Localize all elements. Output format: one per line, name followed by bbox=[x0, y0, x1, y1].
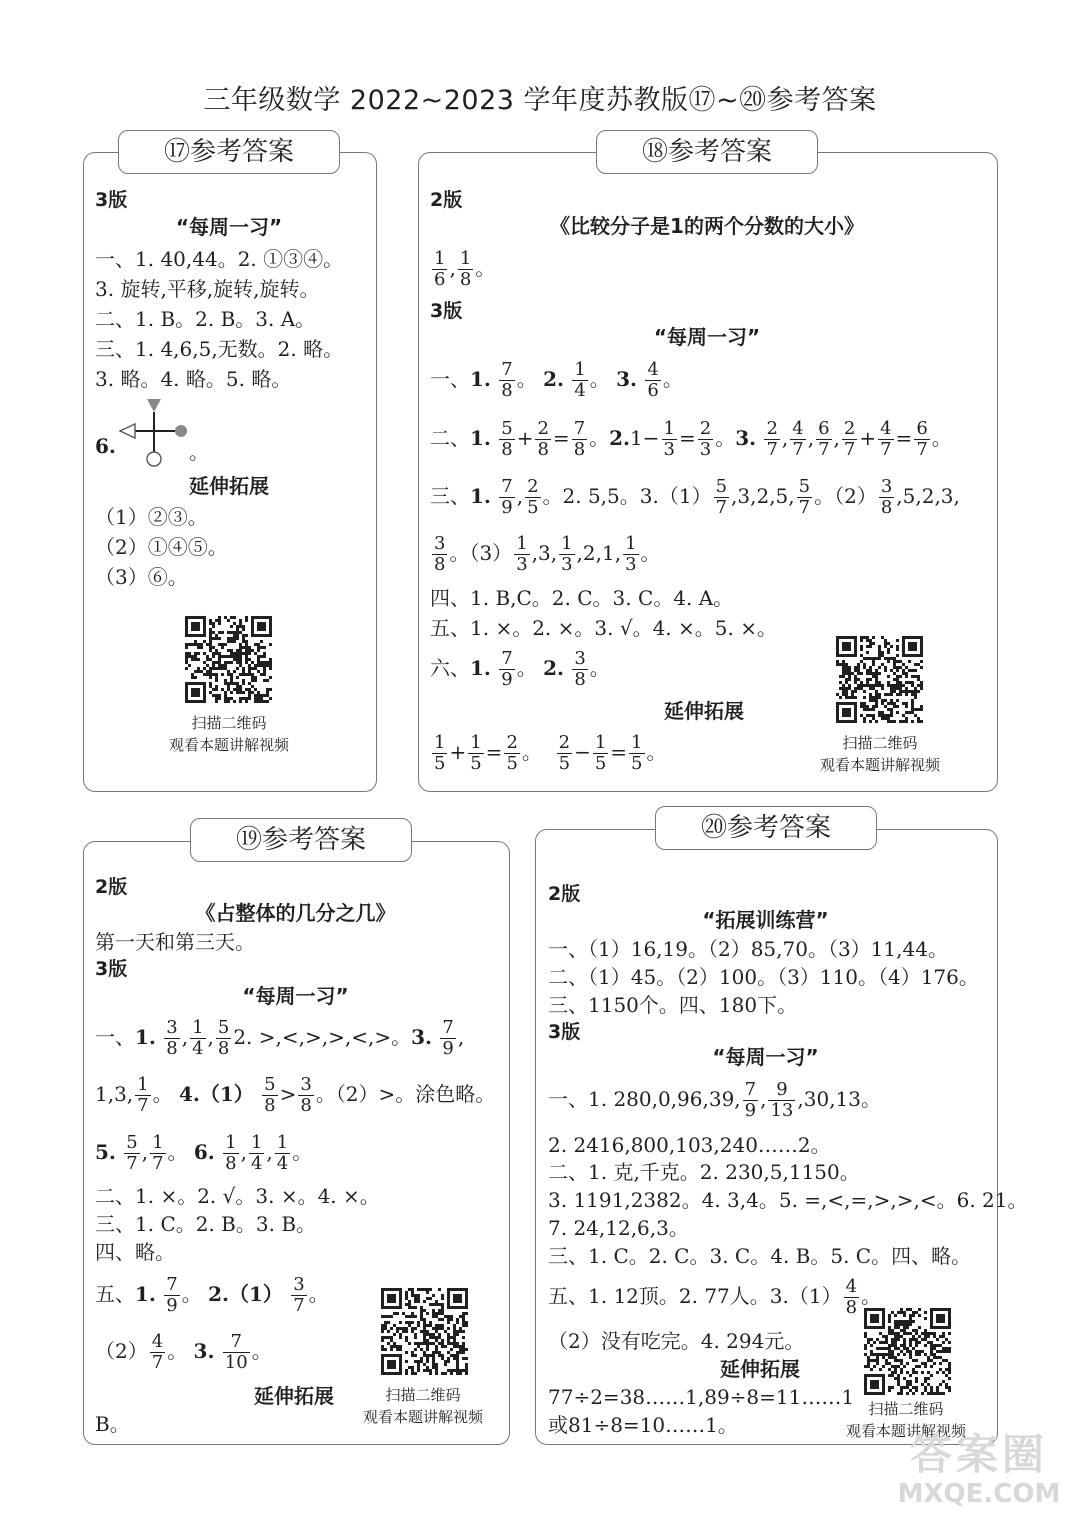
answer-line: 二、（1）45。（2）100。（3）110。（4）176。 bbox=[548, 965, 979, 989]
answer-line: $\frac{1}{6}$ , $\frac{1}{8}$ 。 bbox=[434, 248, 496, 290]
answer-line: 1,3, $\frac{1}{7}$ 。 4.（1） $\frac{5}{8}$ > $\frac{3}{8}$ 。（2）>。涂色略。 bbox=[95, 1074, 496, 1116]
fraction: $\frac{1}{3}$ bbox=[663, 418, 675, 460]
answer-line: 三、1150个。四、180下。 bbox=[548, 993, 798, 1017]
section-heading: “每周一习” bbox=[653, 325, 761, 349]
fraction: $\frac{7}{9}$ bbox=[166, 1274, 178, 1316]
qr-code[interactable] bbox=[381, 1288, 468, 1375]
fraction: $\frac{1}{4}$ bbox=[192, 1017, 204, 1059]
answer-line: 五、1. $\frac{7}{9}$ 。 2.（1） $\frac{3}{7}$ 。 bbox=[95, 1274, 329, 1316]
version-label: 2版 bbox=[95, 876, 128, 898]
section-heading: “拓展训练营” bbox=[702, 908, 829, 932]
fraction: $\frac{6}{7}$ bbox=[916, 418, 928, 460]
fraction: $\frac{3}{8}$ bbox=[434, 533, 446, 575]
fraction: $\frac{3}{7}$ bbox=[293, 1274, 305, 1316]
direction-diagram bbox=[117, 398, 197, 468]
answer-line: 二、1. B。2. B。3. A。 bbox=[95, 307, 316, 331]
answer-line: 一、1. $\frac{7}{8}$ 。 2. $\frac{1}{4}$ 。 3. $\frac{4}{6}$ 。 bbox=[430, 359, 683, 401]
fraction: $\frac{4}{6}$ bbox=[647, 359, 659, 401]
qr-caption: 扫描二维码 观看本题讲解视频 bbox=[168, 714, 289, 754]
fraction: $\frac{1}{4}$ bbox=[276, 1132, 289, 1174]
answer-line: 二、1. 克,千克。2. 230,5,1150。 bbox=[548, 1160, 860, 1184]
fraction: $\frac{2}{5}$ bbox=[506, 732, 518, 774]
fraction: $\frac{7}{9}$ bbox=[442, 1017, 454, 1059]
answer-line bbox=[95, 432, 116, 460]
fraction: $\frac{7}{9}$ bbox=[501, 476, 513, 518]
page-title: 三年级数学 2022~2023 学年度苏教版⑰~⑳参考答案 bbox=[203, 85, 877, 116]
qr-code[interactable] bbox=[185, 616, 272, 703]
fraction: $\frac{1}{5}$ bbox=[470, 732, 482, 774]
fraction: $\frac{2}{7}$ bbox=[843, 418, 856, 460]
version-label: 2版 bbox=[430, 189, 463, 211]
version-label: 3版 bbox=[95, 189, 128, 211]
fraction: $\frac{1}{8}$ bbox=[459, 248, 472, 290]
fraction: $\frac{2}{5}$ bbox=[527, 476, 539, 518]
fraction: $\frac{3}{8}$ bbox=[880, 476, 893, 518]
version-label: 3版 bbox=[95, 958, 128, 980]
fraction: $\frac{1}{4}$ bbox=[574, 359, 586, 401]
extension-heading: 延伸拓展 bbox=[254, 1384, 334, 1408]
panel-20-tab: ⑳参考答案 bbox=[655, 806, 877, 850]
fraction: $\frac{1}{7}$ bbox=[137, 1074, 149, 1116]
answer-line: 二、1. $\frac{5}{8}$ + $\frac{2}{8}$ = $\frac{7}{8}$ 。2.1− $\frac{1}{3}$ = $\frac{2}{3}$ 。3. $\frac{2}{7}$ , $\frac{4}{7}$ , $\frac{6}{7}$ , $\frac{2}{7}$ + $\frac{4}{7}$ = $\frac{6}{7}$ 。 bbox=[430, 418, 952, 460]
fraction: $\frac{5}{7}$ bbox=[715, 476, 728, 518]
fraction: $\frac{1}{7}$ bbox=[152, 1132, 164, 1174]
qr-code[interactable] bbox=[836, 636, 923, 723]
fraction: $\frac{5}{7}$ bbox=[798, 476, 811, 518]
answer-line: 三、1. C。2. C。3. C。4. B。5. C。四、略。 bbox=[548, 1244, 972, 1268]
answer-line: 六、1. $\frac{7}{9}$ 。 2. $\frac{3}{8}$ 。 bbox=[430, 648, 610, 690]
section-heading: “每周一习” bbox=[175, 215, 283, 239]
panel-18-tab: ⑱参考答案 bbox=[596, 130, 818, 174]
fraction: $\frac{9}{13}$ bbox=[770, 1079, 794, 1121]
site-watermark: 答案圈 MXQE.COM bbox=[897, 1430, 1061, 1509]
fraction: $\frac{5}{7}$ bbox=[126, 1132, 138, 1174]
fraction: $\frac{3}{8}$ bbox=[300, 1074, 312, 1116]
answer-line: 一、（1）16,19。（2）85,70。（3）11,44。 bbox=[548, 937, 948, 961]
answer-line: 四、略。 bbox=[95, 1240, 175, 1264]
extension-heading: 延伸拓展 bbox=[189, 474, 269, 498]
fraction: $\frac{7}{8}$ bbox=[573, 418, 586, 460]
fraction: $\frac{1}{3}$ bbox=[516, 533, 528, 575]
fraction: $\frac{1}{6}$ bbox=[434, 248, 446, 290]
fraction: $\frac{1}{8}$ bbox=[225, 1132, 237, 1174]
fraction: $\frac{3}{8}$ bbox=[166, 1017, 178, 1059]
answer-line: 2. 2416,800,103,240……2。 bbox=[548, 1133, 831, 1157]
section-heading: “每周一习” bbox=[712, 1045, 819, 1069]
answer-line: 一、1. 280,0,96,39, $\frac{7}{9}$ , $\frac{9}{13}$ ,30,13。 bbox=[548, 1079, 882, 1121]
fraction: $\frac{5}{8}$ bbox=[501, 418, 513, 460]
answer-line: 7. 24,12,6,3。 bbox=[548, 1216, 689, 1240]
answer-line: 3. 旋转,平移,旋转,旋转。 bbox=[95, 277, 320, 301]
answer-line: 一、1. $\frac{3}{8}$ , $\frac{1}{4}$ , $\frac{5}{8}$ 2. >,<,>,>,<,>。3. $\frac{7}{9}$ , bbox=[95, 1017, 465, 1059]
answer-line: 一、1. 40,44。2. ①③④。 bbox=[95, 247, 344, 271]
fraction: $\frac{7}{9}$ bbox=[744, 1079, 757, 1121]
answer-line: 四、1. B,C。2. C。3. C。4. A。 bbox=[430, 586, 734, 610]
answer-line: 二、1. ×。2. √。3. ×。4. ×。 bbox=[95, 1184, 380, 1208]
fraction: $\frac{1}{3}$ bbox=[625, 533, 637, 575]
qr-caption: 扫描二维码 观看本题讲解视频 bbox=[362, 1386, 483, 1426]
section-heading: 《占整体的几分之几》 bbox=[195, 901, 396, 925]
fraction: $\frac{4}{7}$ bbox=[880, 418, 892, 460]
fraction: $\frac{4}{8}$ bbox=[845, 1276, 858, 1318]
extension-heading: 延伸拓展 bbox=[664, 699, 744, 723]
fraction: $\frac{5}{8}$ bbox=[217, 1017, 230, 1059]
extension-heading: 延伸拓展 bbox=[720, 1357, 800, 1381]
fraction: $\frac{7}{8}$ bbox=[501, 359, 513, 401]
fraction: $\frac{1}{5}$ bbox=[434, 732, 446, 774]
answer-line: 77÷2=38……1,89÷8=11……1 bbox=[548, 1385, 855, 1409]
answer-line: 三、1. 4,6,5,无数。2. 略。 bbox=[95, 337, 344, 361]
version-label: 3版 bbox=[548, 1021, 581, 1043]
answer-punct: 。 bbox=[189, 440, 209, 464]
fraction: $\frac{1}{5}$ bbox=[594, 732, 607, 774]
answer-line: $\frac{1}{5}$ + $\frac{1}{5}$ = $\frac{2}{5}$ 。 $\frac{2}{5}$ − $\frac{1}{5}$ = $\frac{1}{5}$ 。 bbox=[434, 732, 667, 774]
fraction: $\frac{1}{5}$ bbox=[631, 732, 643, 774]
answer-line: 五、1. 12顶。2. 77人。3.（1） $\frac{4}{8}$ 。 bbox=[548, 1276, 882, 1318]
answer-line: （2）①④⑤。 bbox=[95, 535, 228, 559]
fraction: $\frac{1}{3}$ bbox=[561, 533, 573, 575]
version-label: 2版 bbox=[548, 883, 581, 905]
fraction: $\frac{2}{7}$ bbox=[766, 418, 778, 460]
fraction: $\frac{6}{7}$ bbox=[818, 418, 830, 460]
answer-line: $\frac{3}{8}$ 。（3） $\frac{1}{3}$ ,3, $\frac{1}{3}$ ,2,1, $\frac{1}{3}$ 。 bbox=[434, 533, 661, 575]
answer-line: （3）⑥。 bbox=[95, 565, 188, 589]
answer-line: 或81÷8=10……1。 bbox=[548, 1413, 738, 1437]
answer-line: （1）②③。 bbox=[95, 505, 208, 529]
qr-caption: 扫描二维码 观看本题讲解视频 bbox=[845, 1400, 966, 1440]
fraction: $\frac{4}{7}$ bbox=[151, 1331, 164, 1373]
version-label: 3版 bbox=[430, 300, 463, 322]
answer-line: 第一天和第三天。 bbox=[95, 930, 255, 954]
answer-line: 3. 略。4. 略。5. 略。 bbox=[95, 367, 292, 391]
answer-line: 三、1. $\frac{7}{9}$ , $\frac{2}{5}$ 。2. 5,5。3.（1） $\frac{5}{7}$ ,3,2,5, $\frac{5}{7}$ 。（2） $\frac{3}{8}$ ,5,2,3, bbox=[430, 476, 960, 518]
qr-caption: 扫描二维码 观看本题讲解视频 bbox=[819, 734, 940, 774]
answer-line: 三、1. C。2. B。3. B。 bbox=[95, 1212, 317, 1236]
answer-line: 五、1. ×。2. ×。3. √。4. ×。5. ×。 bbox=[430, 616, 777, 640]
fraction: $\frac{3}{8}$ bbox=[574, 648, 586, 690]
answer-line: 3. 1191,2382。4. 3,4。5. =,<,=,>,>,<。6. 21。 bbox=[548, 1188, 1028, 1212]
question-number: 6. bbox=[95, 434, 116, 458]
section-heading: “每周一习” bbox=[242, 984, 349, 1008]
fraction: $\frac{4}{7}$ bbox=[792, 418, 804, 460]
answer-line: （2）没有吃完。4. 294元。 bbox=[548, 1329, 805, 1353]
fraction: $\frac{7}{10}$ bbox=[224, 1331, 248, 1373]
fraction: $\frac{2}{5}$ bbox=[558, 732, 571, 774]
answer-line: B。 bbox=[95, 1412, 130, 1436]
fraction: $\frac{2}{3}$ bbox=[699, 418, 712, 460]
fraction: $\frac{7}{9}$ bbox=[501, 648, 513, 690]
fraction: $\frac{5}{8}$ bbox=[264, 1074, 276, 1116]
section-heading: 《比较分子是1的两个分数的大小》 bbox=[550, 214, 864, 238]
answer-line: （2） $\frac{4}{7}$ 。 3. $\frac{7}{10}$ 。 bbox=[95, 1331, 272, 1373]
answer-line: 5. $\frac{5}{7}$ , $\frac{1}{7}$ 。 6. $\frac{1}{8}$ , $\frac{1}{4}$ , $\frac{1}{4}$ 。 bbox=[95, 1132, 313, 1174]
panel-17-tab: ⑰参考答案 bbox=[118, 130, 340, 174]
fraction: $\frac{1}{4}$ bbox=[250, 1132, 263, 1174]
qr-code[interactable] bbox=[864, 1308, 951, 1395]
fraction: $\frac{2}{8}$ bbox=[537, 418, 549, 460]
panel-19-tab: ⑲参考答案 bbox=[190, 818, 412, 862]
